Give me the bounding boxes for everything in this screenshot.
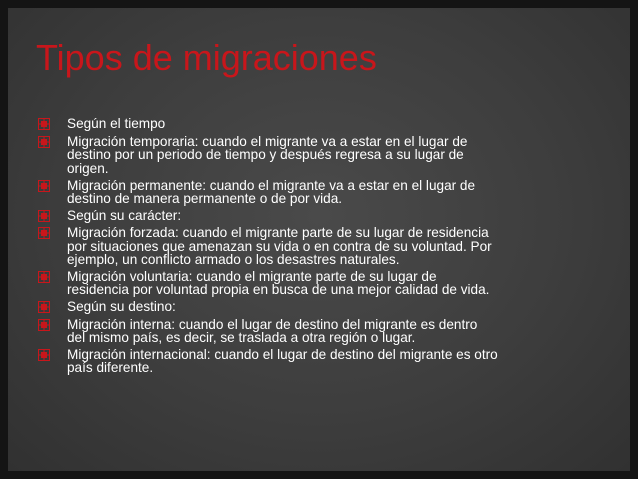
list-item-line: origen. — [67, 160, 109, 176]
list-item-line: Migración interna: cuando el lugar de destino del migrante es dentro — [67, 316, 478, 332]
list-item-line: Migración voluntaria: cuando el migrante parte de su lugar de — [67, 269, 437, 285]
list-item — [38, 179, 578, 205]
list-item-line: Según el tiempo — [67, 116, 166, 131]
list-item-line: Migración internacional: cuando el lugar de destino del migrante es otro — [67, 347, 498, 363]
bullet-list — [38, 113, 578, 374]
list-item — [38, 117, 578, 130]
square-cross-bullet-icon — [38, 136, 50, 148]
square-cross-bullet-icon — [38, 319, 50, 331]
slide-title: Tipos de migraciones — [36, 37, 377, 78]
square-cross-bullet-icon — [38, 301, 50, 313]
list-item-line: residencia por voluntad propia en busca de una mejor calidad de vida. — [67, 282, 490, 298]
list-item-line: del mismo país, es decir, se traslada a otra región o lugar. — [67, 329, 416, 345]
list-item-line: ejemplo, un conflicto armado o los desastres naturales. — [67, 251, 400, 267]
square-cross-bullet-icon — [38, 210, 50, 222]
list-item — [38, 318, 578, 344]
list-item-line: país diferente. — [67, 360, 154, 376]
square-cross-bullet-icon — [38, 271, 50, 283]
list-item-line: Según su destino: — [67, 299, 176, 315]
list-item-line: Migración temporaria: cuando el migrante va a estar en el lugar de — [67, 134, 468, 150]
list-item-line: destino de manera permanente o de por vida. — [67, 191, 343, 207]
list-item — [38, 135, 578, 175]
square-cross-bullet-icon — [38, 227, 50, 239]
list-item-line: Según su carácter: — [67, 208, 182, 224]
list-item-line: Migración permanente: cuando el migrante va a estar en el lugar de — [67, 177, 476, 193]
list-item-line: por situaciones que amenazan su vida o en contra de su voluntad. Por — [67, 238, 492, 254]
list-item — [38, 300, 578, 313]
list-item-line: destino por un periodo de tiempo y después regresa a su lugar de — [67, 147, 464, 163]
list-item — [38, 348, 578, 374]
list-item-line: Migración forzada: cuando el migrante parte de su lugar de residencia — [67, 225, 489, 241]
list-item — [38, 209, 578, 222]
list-item — [38, 270, 578, 296]
list-item — [38, 226, 578, 266]
square-cross-bullet-icon — [38, 180, 50, 192]
square-cross-bullet-icon — [38, 349, 50, 361]
square-cross-bullet-icon — [38, 118, 50, 130]
